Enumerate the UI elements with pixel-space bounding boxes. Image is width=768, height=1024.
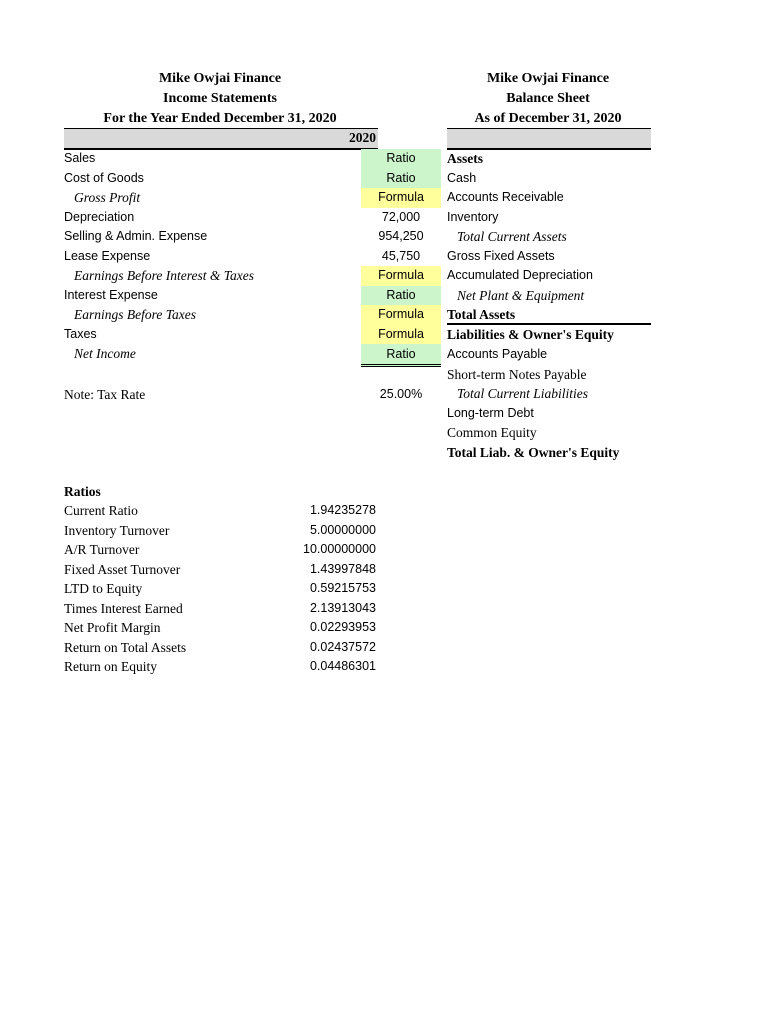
- ratio-value[interactable]: 1.94235278: [309, 503, 376, 517]
- ratio-label: Times Interest Earned: [64, 600, 183, 616]
- income-title: Income Statements: [163, 91, 277, 106]
- balance-company-name: Mike Owjai Finance: [486, 71, 610, 86]
- income-company-name: Mike Owjai Finance: [158, 71, 282, 86]
- ratio-label: Fixed Asset Turnover: [64, 561, 181, 577]
- ratios-title: Ratios: [64, 484, 101, 499]
- balance-row-net-plant-equipment: Net Plant & Equipment: [457, 287, 585, 303]
- ratio-value[interactable]: 1.43997848: [309, 561, 376, 576]
- ratio-row-current-ratio: [0, 501, 400, 521]
- balance-sheet-header: [447, 69, 649, 129]
- income-label: Sales: [64, 151, 96, 165]
- income-row-depreciation: [64, 208, 421, 228]
- income-label: Depreciation: [64, 209, 135, 224]
- income-period: For the Year Ended December 31, 2020: [103, 111, 337, 126]
- income-value-cell[interactable]: Formula: [361, 266, 441, 286]
- ratio-row-inventory-turnover: [0, 521, 400, 541]
- income-value-cell[interactable]: 45,750: [361, 247, 441, 268]
- ratio-row-return-on-total-assets: [0, 638, 400, 658]
- income-value-cell[interactable]: Formula: [361, 325, 441, 346]
- income-row-ebit: [64, 266, 424, 286]
- income-row-sales: [64, 149, 416, 169]
- income-label: Net Income: [74, 346, 136, 361]
- ratio-value[interactable]: 0.59215753: [309, 581, 376, 595]
- income-value-cell[interactable]: Ratio: [361, 169, 441, 190]
- ratio-label: LTD to Equity: [64, 581, 143, 596]
- balance-row-gross-fixed-assets: Gross Fixed Assets: [447, 248, 555, 263]
- ratio-label: Net Profit Margin: [64, 620, 161, 635]
- income-label: Cost of Goods: [64, 170, 144, 185]
- ratio-label: Return on Total Assets: [64, 639, 187, 655]
- ratio-label: A/R Turnover: [64, 542, 140, 557]
- income-label: Earnings Before Taxes: [74, 307, 196, 322]
- ratio-row-ltd-to-equity: [0, 579, 400, 599]
- income-value-cell[interactable]: Formula: [361, 188, 441, 208]
- income-label: Interest Expense: [64, 287, 158, 302]
- ratio-row-ar-turnover: [0, 540, 400, 560]
- balance-title: Balance Sheet: [506, 91, 590, 106]
- income-row-interest-expense: [64, 286, 416, 306]
- income-value-cell[interactable]: Ratio: [361, 344, 441, 367]
- ratio-row-fixed-asset-turnover: [0, 560, 400, 580]
- income-year-header: 2020: [349, 130, 376, 145]
- balance-row-liabilities-heading: Liabilities & Owner's Equity: [447, 327, 614, 342]
- balance-row-long-term-debt: Long-term Debt: [447, 405, 534, 420]
- tax-rate-note: [64, 385, 423, 405]
- income-row-cost-of-goods: [64, 169, 416, 189]
- ratio-label: Inventory Turnover: [64, 522, 170, 538]
- balance-row-inventory: Inventory: [447, 209, 499, 224]
- income-row-ebt: [64, 305, 424, 325]
- tax-rate-label: Note: Tax Rate: [64, 387, 146, 402]
- balance-period: As of December 31, 2020: [474, 111, 622, 126]
- income-row-net-income: [64, 344, 416, 368]
- balance-header-bar: [447, 128, 651, 150]
- income-label: Taxes: [64, 326, 97, 341]
- income-row-taxes: [64, 325, 424, 345]
- income-value-cell[interactable]: Formula: [361, 305, 441, 325]
- income-value-cell[interactable]: 954,250: [378, 229, 424, 243]
- balance-row-total-liab-equity: Total Liab. & Owner's Equity: [447, 444, 620, 460]
- income-label: Gross Profit: [74, 190, 141, 205]
- income-statement-header: [64, 69, 376, 129]
- income-header-bar: [64, 128, 378, 150]
- ratio-value[interactable]: 0.04486301: [309, 659, 376, 673]
- ratio-row-net-profit-margin: [0, 618, 400, 638]
- income-value-cell[interactable]: Ratio: [361, 286, 441, 307]
- balance-row-total-current-liabilities: Total Current Liabilities: [457, 386, 589, 401]
- ratio-value[interactable]: 10.00000000: [303, 542, 376, 556]
- balance-row-total-current-assets: Total Current Assets: [457, 229, 567, 244]
- balance-row-short-term-notes: Short-term Notes Payable: [447, 366, 587, 382]
- ratio-label: Current Ratio: [64, 503, 138, 518]
- income-value-cell[interactable]: 72,000: [381, 209, 421, 224]
- income-value-cell[interactable]: Ratio: [361, 149, 441, 169]
- ratio-value[interactable]: 0.02293953: [309, 620, 376, 634]
- income-row-selling-admin: [64, 227, 424, 247]
- balance-row-accounts-receivable: Accounts Receivable: [447, 190, 564, 204]
- ratio-label: Return on Equity: [64, 659, 157, 674]
- balance-row-cash: Cash: [447, 170, 477, 185]
- balance-row-common-equity: Common Equity: [447, 425, 537, 440]
- ratio-value[interactable]: 0.02437572: [309, 639, 376, 654]
- balance-row-accounts-payable: Accounts Payable: [447, 346, 548, 361]
- income-label: Earnings Before Interest & Taxes: [74, 268, 254, 283]
- ratio-value[interactable]: 5.00000000: [309, 522, 376, 537]
- balance-row-assets-heading: Assets: [447, 151, 483, 166]
- income-row-lease-expense: [64, 247, 421, 267]
- income-label: Selling & Admin. Expense: [64, 229, 208, 243]
- tax-rate-value[interactable]: 25.00%: [379, 387, 423, 401]
- ratio-row-times-interest-earned: [0, 599, 400, 619]
- ratio-row-return-on-equity: [0, 657, 400, 677]
- balance-row-accumulated-depreciation: Accumulated Depreciation: [447, 268, 593, 282]
- ratio-value[interactable]: 2.13913043: [309, 600, 376, 615]
- income-label: Lease Expense: [64, 248, 151, 263]
- balance-row-total-assets: Total Assets: [447, 305, 651, 325]
- income-row-gross-profit: [64, 188, 424, 208]
